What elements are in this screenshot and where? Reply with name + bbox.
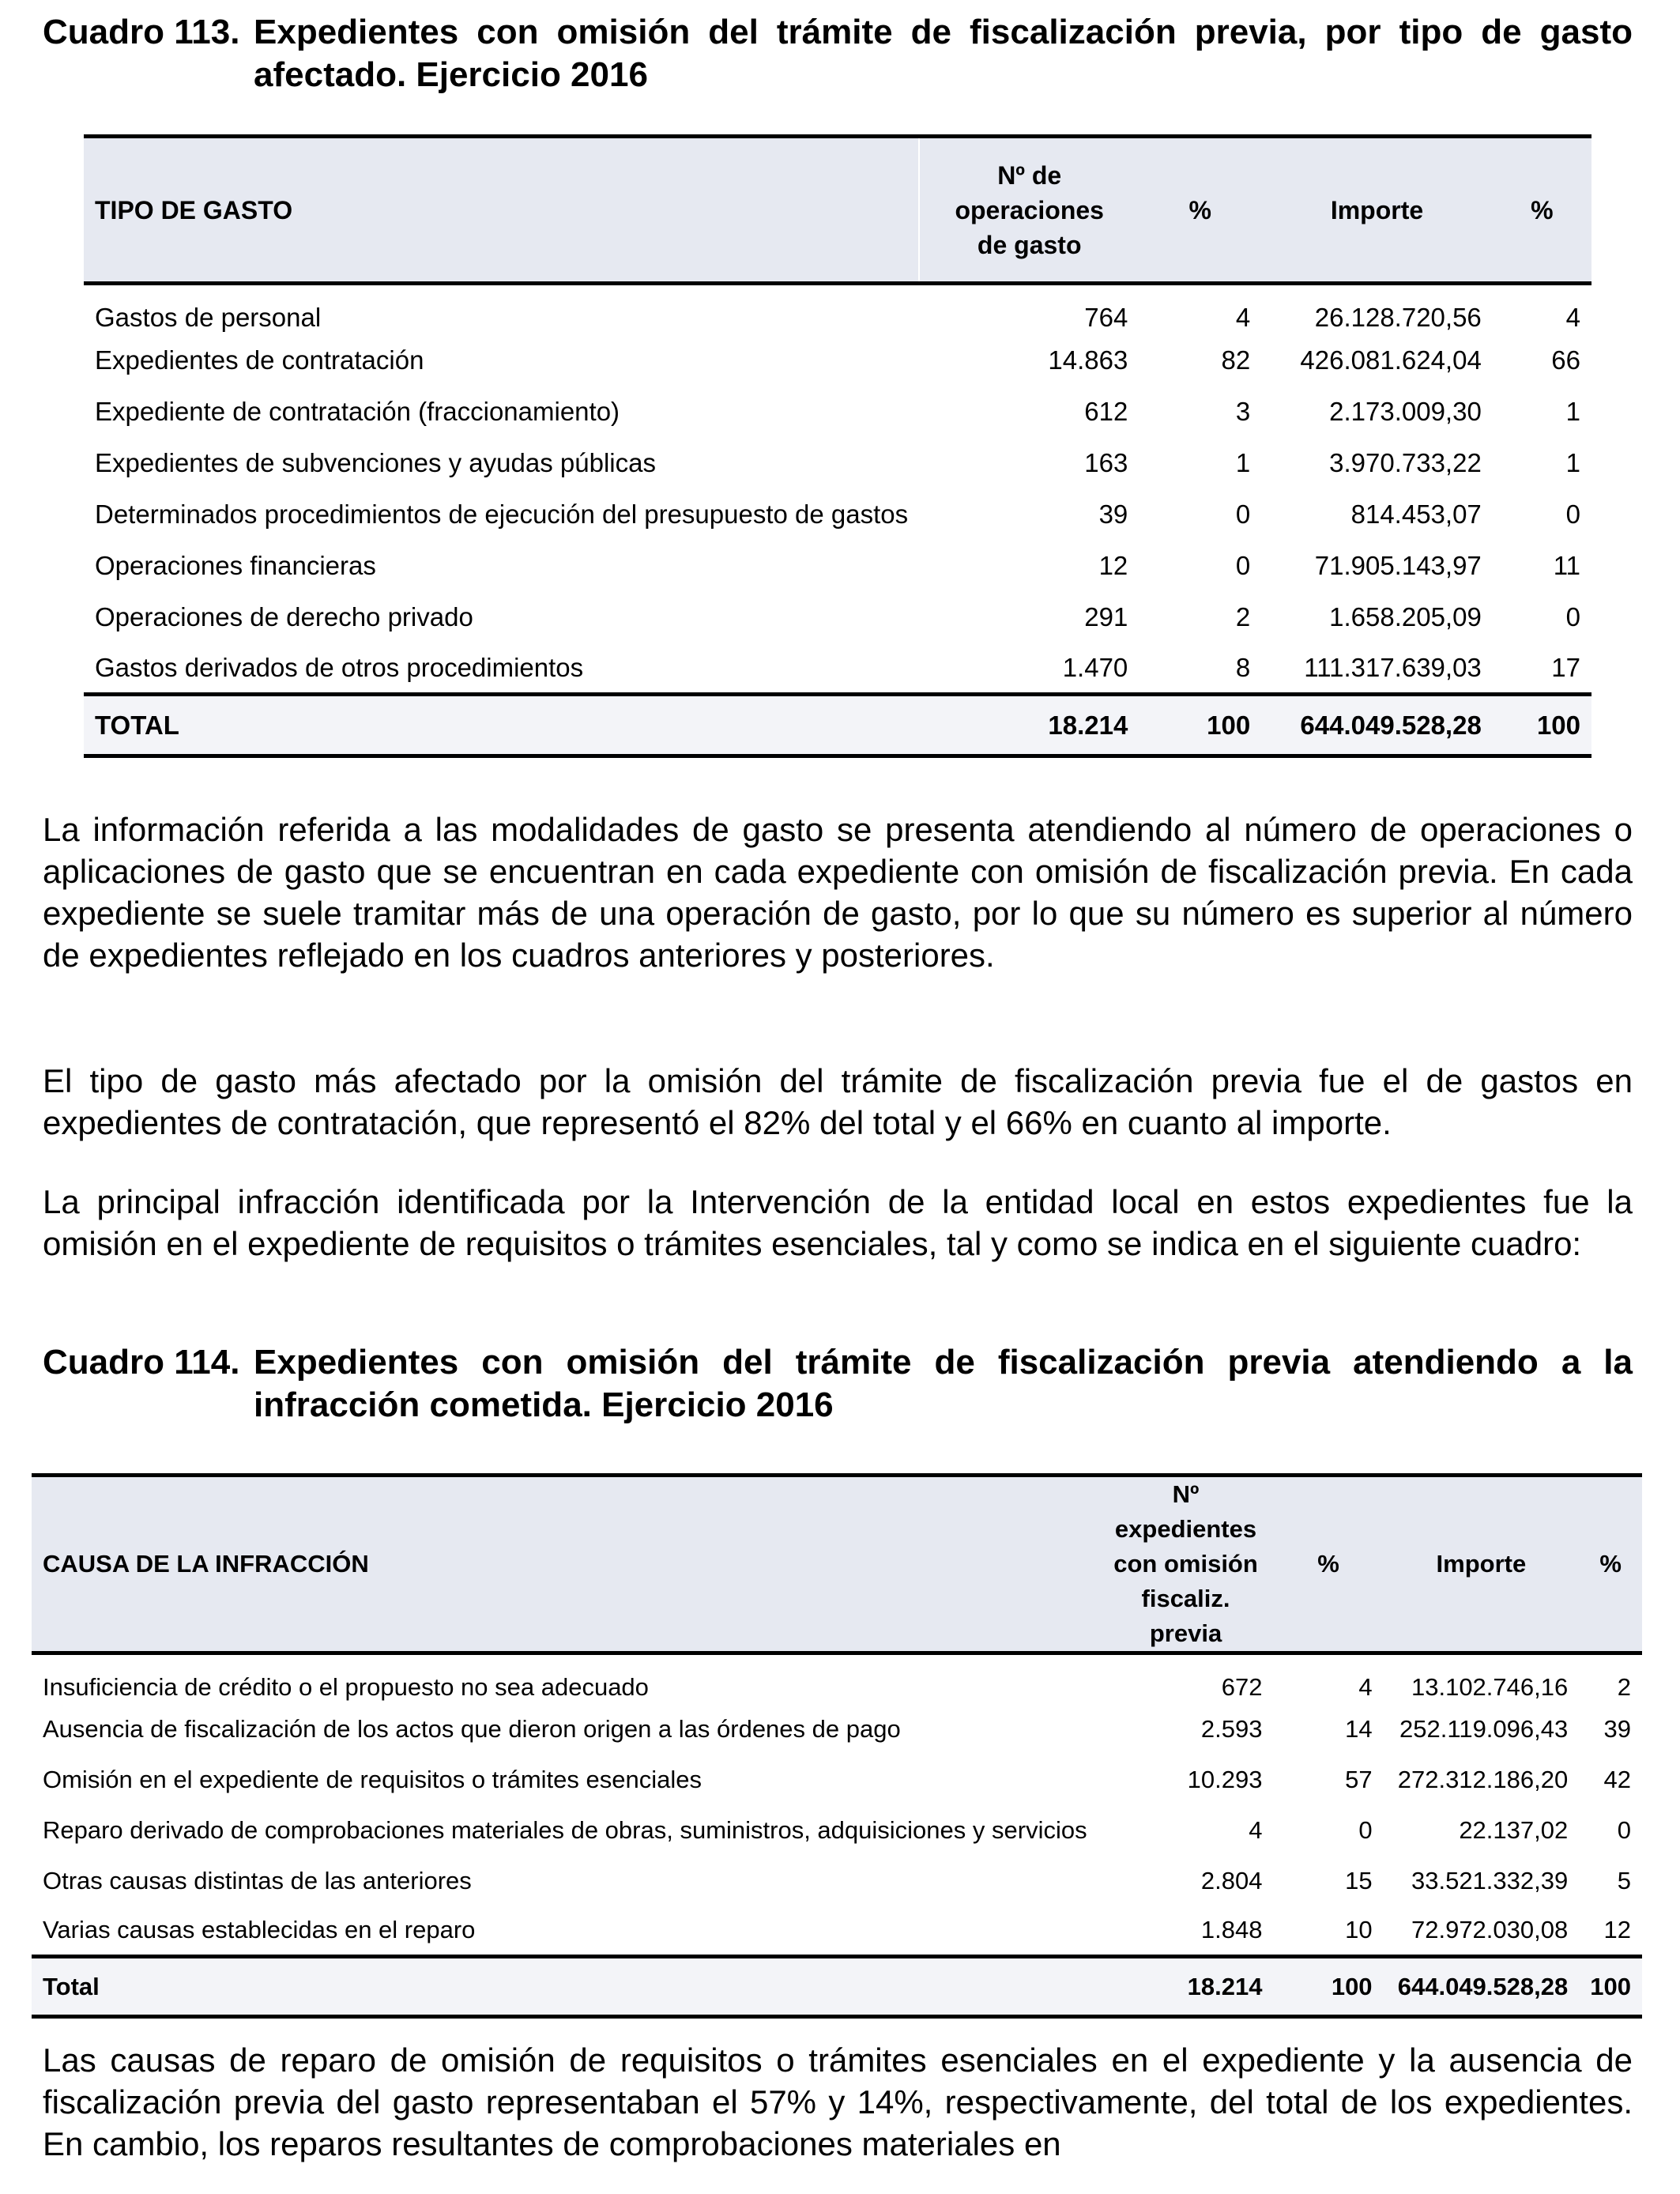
cell-importe: 3.970.733,22 [1329, 448, 1482, 477]
table-row [84, 592, 1591, 643]
column-header-pct-operaciones: % [1139, 137, 1261, 284]
table-row [84, 386, 1591, 438]
cell-importe: 272.312.186,20 [1397, 1765, 1569, 1793]
cell-pct-importe: 42 [1603, 1765, 1631, 1793]
total-pct-importe: 100 [1579, 1957, 1642, 2017]
cell-pct-operaciones: 0 [1235, 499, 1251, 529]
cell-importe: 26.128.720,56 [1314, 303, 1482, 333]
column-header-importe: Importe [1261, 137, 1493, 284]
cell-pct-operaciones: 1 [1235, 448, 1251, 477]
cell-pct-operaciones: 2 [1235, 602, 1251, 631]
total-pct-expedientes: 100 [1273, 1957, 1383, 2017]
row-label: Operaciones financieras [95, 551, 376, 580]
total-importe: 644.049.528,28 [1384, 1957, 1580, 2017]
cell-pct-importe: 1 [1565, 448, 1580, 477]
table-113-caption [43, 11, 1633, 96]
cell-importe: 111.317.639,03 [1304, 652, 1482, 682]
cell-operaciones: 12 [1098, 551, 1128, 580]
cell-expedientes: 1.848 [1200, 1916, 1263, 1944]
row-label: Gastos de personal [95, 303, 322, 333]
cell-importe: 71.905.143,97 [1314, 551, 1482, 580]
row-label: Operaciones de derecho privado [95, 602, 473, 631]
cell-operaciones: 163 [1084, 448, 1128, 477]
table-row [84, 489, 1591, 541]
table-114-number: Cuadro 114. [43, 1343, 240, 1382]
paragraph-2: El tipo de gasto más afectado por la omisión del trámite de fiscalización previa fue el de gastos en expedientes de contratación, que representó el 82% del total y el 66% en cuanto al importe. [43, 1062, 1633, 1141]
cell-operaciones: 612 [1084, 397, 1128, 426]
cell-pct-expedientes: 15 [1345, 1866, 1373, 1894]
cell-pct-expedientes: 0 [1358, 1815, 1373, 1844]
cell-importe: 33.521.332,39 [1411, 1866, 1569, 1894]
row-label: Ausencia de fiscalización de los actos que dieron origen a las órdenes de pago [43, 1714, 901, 1743]
table-row [84, 438, 1591, 489]
column-header-pct-importe: % [1493, 137, 1591, 284]
cell-expedientes: 2.593 [1200, 1714, 1263, 1743]
total-label: TOTAL [84, 695, 919, 756]
column-header-num-expedientes: Nº expedientes con omisión fiscaliz. previa [1098, 1476, 1274, 1653]
cell-importe: 1.658.205,09 [1329, 602, 1482, 631]
cell-importe: 72.972.030,08 [1411, 1916, 1569, 1944]
table-row [84, 335, 1591, 386]
row-label: Determinados procedimientos de ejecución del presupuesto de gastos [95, 499, 909, 529]
cell-pct-expedientes: 4 [1358, 1672, 1373, 1701]
row-label: Insuficiencia de crédito o el propuesto no sea adecuado [43, 1672, 649, 1701]
row-label: Expedientes de contratación [95, 345, 424, 375]
cell-pct-importe: 12 [1603, 1916, 1631, 1944]
cell-pct-operaciones: 8 [1235, 652, 1251, 682]
cell-operaciones: 764 [1084, 303, 1128, 333]
cell-pct-importe: 1 [1565, 397, 1580, 426]
cell-pct-importe: 0 [1617, 1815, 1631, 1844]
row-label: Expedientes de subvenciones y ayudas públicas [95, 448, 656, 477]
cell-expedientes: 4 [1249, 1815, 1263, 1844]
table-114-title: Expedientes con omisión del trámite de fiscalización previa atendiendo a la infracción cometida. Ejercicio 2016 [254, 1343, 1633, 1424]
cell-pct-operaciones: 3 [1235, 397, 1251, 426]
table-row [32, 1805, 1642, 1856]
total-pct-operaciones: 100 [1139, 695, 1261, 756]
table-114 [32, 1473, 1642, 2019]
row-label: Omisión en el expediente de requisitos o trámites esenciales [43, 1765, 703, 1793]
row-label: Otras causas distintas de las anteriores [43, 1866, 472, 1894]
table-row [32, 1704, 1642, 1755]
cell-pct-importe: 66 [1551, 345, 1580, 375]
table-113 [84, 134, 1591, 758]
paragraph-1: La información referida a las modalidades de gasto se presenta atendiendo al número de operaciones o aplicaciones de gasto que se encuentran en cada expediente con omisión de fiscalización previa. En cada expediente se suele tramitar más de una operación de gasto, por lo que su número es superior al número de expedientes reflejado en los cuadros anteriores y posteriores. [43, 811, 1633, 974]
cell-importe: 2.173.009,30 [1329, 397, 1482, 426]
cell-importe: 426.081.624,04 [1300, 345, 1482, 375]
table-row [84, 643, 1591, 695]
table-row [32, 1906, 1642, 1957]
row-label: Varias causas establecidas en el reparo [43, 1916, 476, 1944]
column-header-tipo-gasto: TIPO DE GASTO [84, 137, 919, 284]
cell-pct-importe: 11 [1553, 551, 1580, 580]
cell-pct-importe: 4 [1565, 303, 1580, 333]
cell-pct-importe: 5 [1617, 1866, 1631, 1894]
cell-operaciones: 1.470 [1062, 652, 1128, 682]
cell-operaciones: 291 [1084, 602, 1128, 631]
cell-importe: 814.453,07 [1350, 499, 1482, 529]
total-pct-importe: 100 [1493, 695, 1591, 756]
total-operaciones: 18.214 [919, 695, 1139, 756]
row-label: Gastos derivados de otros procedimientos [95, 652, 584, 682]
cell-importe: 13.102.746,16 [1411, 1672, 1569, 1701]
cell-pct-importe: 2 [1617, 1672, 1631, 1701]
paragraph-3: La principal infracción identificada por la Intervención de la entidad local en estos expedientes fue la omisión en el expediente de requisitos o trámites esenciales, tal y como se indica en el siguiente cuadro: [43, 1183, 1633, 1262]
table-row [32, 1653, 1642, 1704]
table-113-total-row [84, 695, 1591, 756]
total-expedientes: 18.214 [1098, 1957, 1274, 2017]
cell-expedientes: 10.293 [1187, 1765, 1263, 1793]
column-header-importe: Importe [1384, 1476, 1580, 1653]
cell-pct-importe: 39 [1603, 1714, 1631, 1743]
row-label: Reparo derivado de comprobaciones materiales de obras, suministros, adquisiciones y servicios [43, 1815, 1087, 1844]
table-114-caption [43, 1341, 1633, 1427]
cell-importe: 252.119.096,43 [1399, 1714, 1569, 1743]
column-header-causa: CAUSA DE LA INFRACCIÓN [32, 1476, 1098, 1653]
cell-importe: 22.137,02 [1459, 1815, 1569, 1844]
table-row [32, 1755, 1642, 1805]
cell-expedientes: 672 [1221, 1672, 1263, 1701]
cell-operaciones: 14.863 [1048, 345, 1128, 375]
table-114-header-row [32, 1476, 1642, 1653]
column-header-num-operaciones: Nº de operaciones de gasto [919, 137, 1139, 284]
cell-pct-importe: 0 [1565, 602, 1580, 631]
table-113-number: Cuadro 113. [43, 13, 240, 51]
cell-pct-importe: 0 [1565, 499, 1580, 529]
total-label: Total [32, 1957, 1098, 2017]
cell-pct-importe: 17 [1551, 652, 1580, 682]
table-row [84, 541, 1591, 592]
cell-pct-expedientes: 10 [1345, 1916, 1373, 1944]
cell-operaciones: 39 [1098, 499, 1128, 529]
table-113-header-row [84, 137, 1591, 284]
cell-pct-operaciones: 82 [1221, 345, 1251, 375]
cell-expedientes: 2.804 [1200, 1866, 1263, 1894]
table-114-total-row [32, 1957, 1642, 2017]
cell-pct-operaciones: 0 [1235, 551, 1251, 580]
table-row [84, 284, 1591, 335]
cell-pct-expedientes: 57 [1345, 1765, 1373, 1793]
paragraph-4: Las causas de reparo de omisión de requisitos o trámites esenciales en el expediente y la ausencia de fiscalización previa del gasto representaban el 57% y 14%, respectivamente, del total de los expedientes. En cambio, los reparos resultantes de comprobaciones materiales en [43, 2041, 1633, 2162]
column-header-pct-expedientes: % [1273, 1476, 1383, 1653]
cell-pct-expedientes: 14 [1345, 1714, 1373, 1743]
row-label: Expediente de contratación (fraccionamiento) [95, 397, 620, 426]
table-row [32, 1856, 1642, 1906]
total-importe: 644.049.528,28 [1261, 695, 1493, 756]
cell-pct-operaciones: 4 [1235, 303, 1251, 333]
column-header-pct-importe: % [1579, 1476, 1642, 1653]
table-113-title: Expedientes con omisión del trámite de fiscalización previa, por tipo de gasto afectado. Ejercicio 2016 [254, 13, 1633, 94]
